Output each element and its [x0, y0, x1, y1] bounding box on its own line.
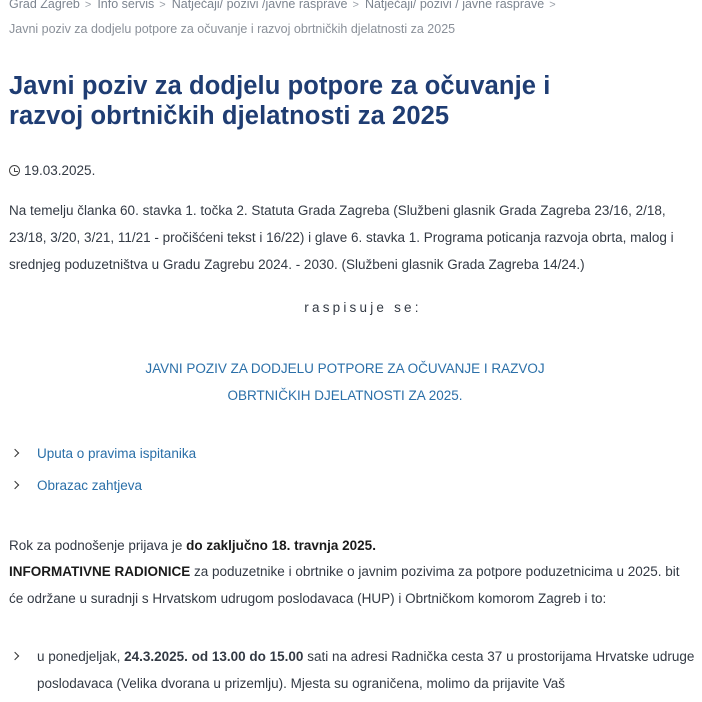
- deadline-date: do zaključno 18. travnja 2025.: [186, 538, 376, 553]
- deadline-paragraph: [9, 532, 697, 559]
- breadcrumb-link-home[interactable]: Grad Zagreb: [9, 0, 80, 11]
- breadcrumb-link-natjecaji-2[interactable]: Natječaji/ pozivi / javne rasprave: [364, 0, 545, 11]
- list-item: [9, 643, 697, 697]
- chevron-right-icon: [11, 652, 19, 660]
- workshop-paragraph: [9, 558, 697, 612]
- breadcrumb-row: [9, 0, 562, 15]
- call-title-line-1: JAVNI POZIV ZA DODJELU POTPORE ZA OČUVANJE I RAZVOJ: [145, 361, 545, 376]
- intro-paragraph: Na temelju članka 60. stavka 1. točka 2. Statuta Grada Zagreba (Službeni glasnik Grada Zagreba 23/16, 2/18, 23/18, 3/20, 3/21, 11/21 - pročišćeni tekst i 16/22) i glave 6. stavka 1. Programa poticanja razvoja obrta, malog i srednjeg poduzetništva u Gradu Zagrebu 2024. - 2030. (Službeni glasnik Grada Zagreba 14/24.): [9, 203, 674, 272]
- chevron-right-icon: >: [352, 0, 359, 11]
- chevron-right-icon: >: [549, 0, 556, 11]
- workshop-heading: INFORMATIVNE RADIONICE: [9, 564, 191, 579]
- breadcrumb-current: Javni poziv za dodjelu potpore za očuvanje i razvoj obrtničkih djelatnosti za 2025: [9, 22, 456, 36]
- page-title: Javni poziv za dodjelu potpore za očuvanje i razvoj obrtničkih djelatnosti za 2025: [9, 72, 551, 130]
- bullet-datetime: 24.3.2025. od 13.00 do 15.00: [124, 649, 304, 664]
- link-obrazac[interactable]: [9, 469, 196, 501]
- call-title-line-2: OBRTNIČKIH DJELATNOSTI ZA 2025.: [227, 388, 463, 403]
- document-links: [9, 437, 196, 501]
- bullet-text: sati na adresi Radnička cesta 37 u prostorijama Hrvatske udruge poslodavaca (Velika dvorana u prizemlju). Mjesta su ograničena, molimo da prijavite Vaš: [37, 649, 695, 691]
- publish-date: [9, 163, 95, 178]
- deadline-prefix: Rok za podnošenje prijava je: [9, 538, 187, 553]
- breadcrumb-link-natjecaji[interactable]: Natječaji/ pozivi /javne rasprave: [171, 0, 348, 11]
- bullet-prefix: u ponedjeljak,: [37, 649, 125, 664]
- chevron-right-icon: [11, 449, 19, 457]
- workshop-text: za poduzetnike i obrtnike o javnim pozivima za potpore poduzetnicima u 2025. bit će održane u suradnji s Hrvatskom udrugom poslodavaca (HUP) i Obrtničkom komorom Zagreb i to:: [9, 564, 680, 606]
- raspisuje-heading: raspisuje se:: [304, 300, 422, 315]
- list-item-text: [37, 643, 697, 697]
- chevron-right-icon: [11, 481, 19, 489]
- chevron-right-icon: >: [159, 0, 166, 11]
- clock-icon: [9, 165, 20, 176]
- chevron-right-icon: >: [84, 0, 92, 11]
- link-obrazac-label[interactable]: Obrazac zahtjeva: [37, 477, 143, 493]
- call-title: [9, 355, 697, 409]
- link-uputa-label[interactable]: Uputa o pravima ispitanika: [37, 445, 197, 461]
- publish-date-text: 19.03.2025.: [24, 163, 96, 178]
- link-uputa[interactable]: [9, 437, 196, 469]
- breadcrumb-link-info-servis[interactable]: Info servis: [97, 0, 155, 11]
